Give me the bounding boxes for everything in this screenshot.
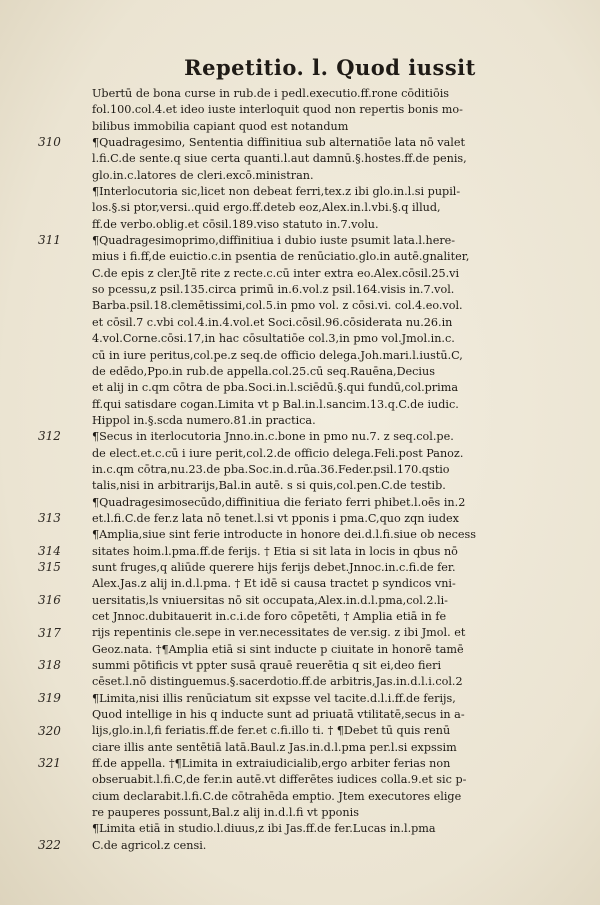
text-line: fol.100.col.4.et ideo iuste interloquit quod non repertis bonis mo- <box>92 103 463 117</box>
text-line: in.c.qm cōtra,nu.23.de pba.Soc.in.d.rūa.36.Feder.psil.170.qstio <box>92 462 450 476</box>
margin-number: 314 <box>38 543 61 558</box>
text-line: glo.in.c.latores de cleri.excō.ministran. <box>92 168 314 182</box>
text-line: ff.qui satisdare cogan.Limita vt p Bal.in.l.sancim.13.q.C.de iudic. <box>92 397 459 411</box>
margin-number: 310 <box>38 135 61 150</box>
text-line: ¶Quadragesimosecūdo,diffinitiua die feriato ferri phibet.l.oēs in.2 <box>92 495 466 509</box>
text-line: ¶Quadragesimo, Sententia diffinitiua sub alternatiōe lata nō valet <box>92 136 465 150</box>
text-line: Alex.Jas.z alij in.d.l.pma. † Et idē si causa tractet p syndicos vni- <box>92 577 456 591</box>
text-line: Quod intellige in his q inducte sunt ad priuatā vtilitatē,secus in a- <box>92 708 465 722</box>
text-line: Hippol in.§.scda numero.81.in practica. <box>92 413 316 427</box>
text-line: l.fi.C.de sente.q siue certa quanti.l.aut damnū.§.hostes.ff.de penis, <box>92 152 467 166</box>
text-line: rijs repentinis cle.sepe in ver.necessitates de ver.sig. z ibi Jmol. et <box>92 626 466 640</box>
margin-number: 320 <box>38 723 61 738</box>
text-line: lijs,glo.in.l,fi feriatis.ff.de fer.et c.fi.illo ti. † ¶Debet tū quis renū <box>92 724 451 738</box>
text-line: re pauperes possunt,Bal.z alij in.d.l.fi vt pponis <box>92 806 359 820</box>
text-line: sitates hoim.l.pma.ff.de ferijs. † Etia si sit lata in locis in qbus nō <box>92 544 458 558</box>
text-line: ¶Limita etiā in studio.l.diuus,z ibi Jas.ff.de fer.Lucas in.l.pma <box>92 822 436 836</box>
margin-number: 315 <box>38 560 61 575</box>
running-header: Repetitio. l. Quod iussit <box>184 55 476 80</box>
margin-number: 319 <box>38 690 61 705</box>
text-line: mius i fi.ff,de euictio.c.in psentia de renūciatio.glo.in autē.gnaliter, <box>92 250 470 264</box>
text-line: ¶Limita,nisi illis renūciatum sit expsse vel tacite.d.l.i.ff.de ferijs, <box>92 691 456 705</box>
margin-number: 318 <box>38 658 61 673</box>
text-line: de edēdo,Ppo.in rub.de appella.col.25.cū seq.Rauēna,Decius <box>92 364 435 378</box>
text-line: ¶Interlocutoria sic,licet non debeat ferri,tex.z ibi glo.in.l.si pupil- <box>92 185 461 199</box>
text-line: talis,nisi in arbitrarijs,Bal.in autē. s si quis,col.pen.C.de testib. <box>92 479 446 493</box>
text-line: et.l.fi.C.de fer.z lata nō tenet.l.si vt pponis i pma.C,quo zqn iudex <box>92 511 459 525</box>
margin-number: 312 <box>38 429 61 444</box>
text-line: Barba.psil.18.clemētissimi,col.5.in pmo vol. z cōsi.vi. col.4.eo.vol. <box>92 299 463 313</box>
text-line: et cōsil.7 c.vbi col.4.in.4.vol.et Soci.cōsil.96.cōsiderata nu.26.in <box>92 315 453 329</box>
text-line: ¶Quadragesimoprimo,diffinitiua i dubio iuste psumit lata.l.here- <box>92 234 456 248</box>
text-line: C.de agricol.z censi. <box>92 838 207 852</box>
text-line: bilibus immobilia capiant quod est notandum <box>92 119 349 133</box>
text-line: los.§.si ptor,versi..quid ergo.ff.deteb eoz,Alex.in.l.vbi.§.q illud, <box>92 201 441 215</box>
text-line: ff.de appella. †¶Limita in extraiudicialib,ergo arbiter ferias non <box>92 757 451 771</box>
text-line: ¶Secus in iterlocutoria Jnno.in.c.bone in pmo nu.7. z seq.col.pe. <box>92 430 454 444</box>
margin-number: 317 <box>38 625 61 640</box>
margin-number: 316 <box>38 592 61 607</box>
text-line: cū in iure peritus,col.pe.z seq.de officio delega.Joh.mari.l.iustū.C, <box>92 348 463 362</box>
text-line: Geoz.nata. †¶Amplia etiā si sint inducte p ciuitate in honorē tamē <box>92 642 464 656</box>
page-body-text <box>92 86 572 854</box>
text-line: obseruabit.l.fi.C,de fer.in autē.vt differētes iudices colla.9.et sic p- <box>92 773 467 787</box>
text-line: ¶Amplia,siue sint ferie introducte in honore dei.d.l.fi.siue ob necess <box>92 528 477 542</box>
text-line: C.de epis z cler.Jtē rite z recte.c.cū inter extra eo.Alex.cōsil.25.vi <box>92 266 460 280</box>
text-line: et alij in c.qm cōtra de pba.Soci.in.l.sciēdū.§.qui fundū,col.prima <box>92 381 458 395</box>
margin-number: 311 <box>38 233 61 248</box>
text-line: uersitatis,ls vniuersitas nō sit occupata,Alex.in.d.l.pma,col.2.li- <box>92 593 448 607</box>
text-line: de elect.et.c.cū i iure perit,col.2.de officio delega.Feli.post Panoz. <box>92 446 464 460</box>
margin-number: 321 <box>38 756 61 771</box>
text-line: ff.de verbo.oblig.et cōsil.189.viso statuto in.7.volu. <box>92 217 379 231</box>
text-line: Ubertū de bona curse in rub.de i pedl.executio.ff.rone cōditiōis <box>92 87 450 100</box>
text-line: 4.vol.Corne.cōsi.17,in hac cōsultatiōe col.3,in pmo vol.Jmol.in.c. <box>92 332 455 346</box>
text-line: sunt fruges,q aliūde querere hijs ferijs debet.Jnnoc.in.c.fi.de fer. <box>92 560 456 574</box>
margin-number: 322 <box>38 838 61 853</box>
text-line: cium declarabit.l.fi.C.de cōtrahēda emptio. Jtem executores elige <box>92 789 462 803</box>
text-line: summi pōtificis vt ppter susā qrauē reuerētia q sit ei,deo fieri <box>92 659 442 673</box>
text-line: cet Jnnoc.dubitauerit in.c.i.de foro cōpetēti, † Amplia etiā in fe <box>92 610 447 623</box>
text-line: cēset.l.nō distinguemus.§.sacerdotio.ff.de arbitris,Jas.in.d.l.i.col.2 <box>92 675 463 689</box>
text-line: ciare illis ante sentētiā latā.Baul.z Jas.in.d.l.pma per.l.si expssim <box>92 740 457 754</box>
margin-number: 313 <box>38 511 61 526</box>
text-line: so pcessu,z psil.135.circa primū in.6.vol.z psil.164.visis in.7.vol. <box>92 283 455 297</box>
